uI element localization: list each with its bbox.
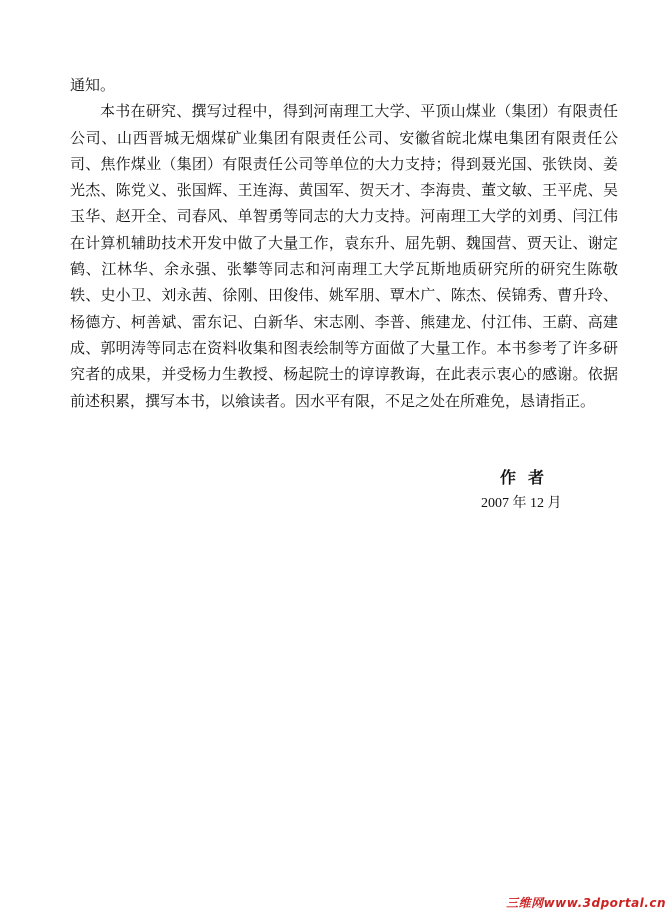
continuation-paragraph: 通知。 [70,76,116,94]
preface-date: 2007 年 12 月 [481,496,562,511]
preface-body [70,72,618,414]
acknowledgement-paragraph: 本书在研究、撰写过程中，得到河南理工大学、平顶山煤业（集团）有限责任公司、山西晋城无烟煤矿业集团有限责任公司、安徽省皖北煤电集团有限责任公司、焦作煤业（集团）有限责任公司等单位的大力支持；得到聂光国、张铁岗、姜光杰、陈党义、张国辉、王连海、黄国军、贺天才、李海贵、董文敏、王平虎、吴玉华、赵开全、司春风、单智勇等同志的大力支持。河南理工大学的刘勇、闫江伟在计算机辅助技术开发中做了大量工作，袁东升、屈先朝、魏国营、贾天让、谢定鹤、江林华、余永强、张攀等同志和河南理工大学瓦斯地质研究所的研究生陈敬轶、史小卫、刘永茜、徐刚、田俊伟、姚军朋、覃木广、陈杰、侯锦秀、曹升玲、杨德方、柯善斌、雷东记、白新华、宋志刚、李普、熊建龙、付江伟、王蔚、高建成、郭明涛等同志在资料收集和图表绘制等方面做了大量工作。本书参考了许多研究者的成果，并受杨力生教授、杨起院士的谆谆教诲，在此表示衷心的感谢。依据前述积累，撰写本书，以飨读者。因水平有限，不足之处在所难免，恳请指正。 [70,102,618,410]
site-watermark: 三维网www.3dportal.cn [506,896,666,910]
author-signature: 作者 [500,468,557,487]
